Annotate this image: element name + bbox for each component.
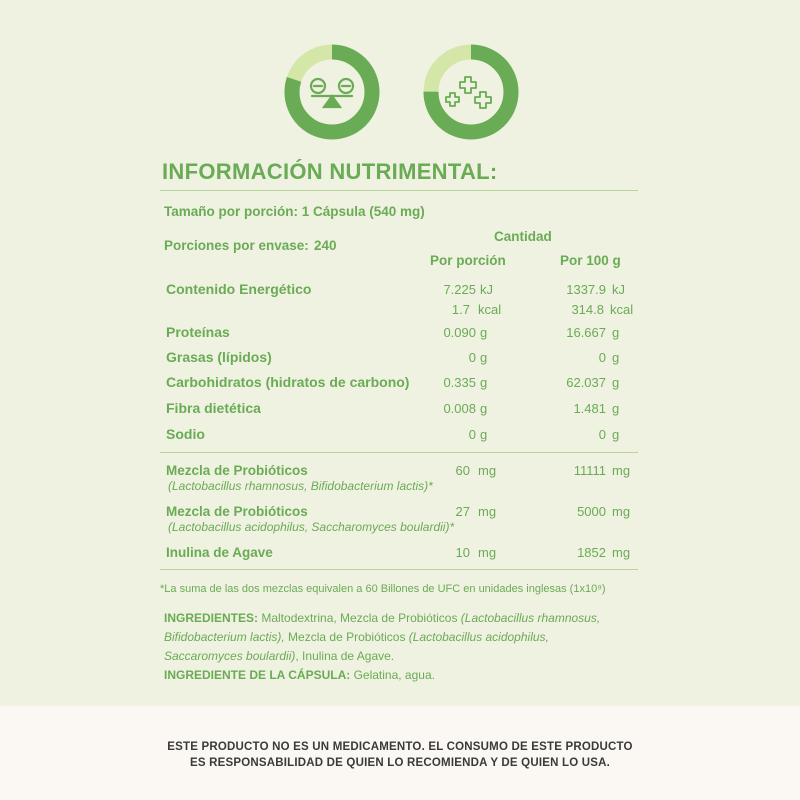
value-per-serving: 7.225: [443, 282, 476, 297]
value-per-100g: 5000: [577, 504, 606, 519]
value-per-serving: 0.008: [443, 401, 476, 416]
unit-per-100g: mg: [612, 504, 631, 519]
value-per-100g: 0: [598, 350, 606, 365]
nutrient-label: Proteínas: [166, 324, 230, 340]
servings-value: 240: [314, 238, 337, 253]
unit-per-serving: g: [480, 401, 488, 416]
unit-per-100g: g: [612, 375, 620, 390]
capsule-ingredients: [164, 666, 435, 685]
unit-per-100g: mg: [612, 463, 631, 478]
footnote-divider: [160, 569, 638, 570]
ingredients-line-1: [164, 609, 600, 628]
unit-per-serving: g: [480, 375, 488, 390]
probiotic-strains: (Lactobacillus acidophilus, Saccharomyces boulardii)*: [168, 520, 455, 534]
value-per-serving: 0: [468, 350, 476, 365]
unit-per-100g: kJ: [612, 282, 625, 297]
probiotic-label: Inulina de Agave: [166, 545, 273, 560]
capsule-ingredients-text: Gelatina, agua.: [350, 668, 435, 682]
ingredients-strains: Saccaromyces boulardii): [164, 649, 296, 663]
value-per-100g: 11111: [573, 463, 606, 478]
disclaimer: [0, 739, 800, 771]
unit-per-serving: mg: [478, 504, 497, 519]
ingredients-line-2: [164, 628, 549, 647]
col-header-per-100g: Por 100 g: [560, 253, 621, 268]
ingredients-text: Maltodextrina, Mezcla de Probióticos: [258, 611, 461, 625]
value-per-serving: 60: [455, 463, 470, 478]
value-per-100g: 1337.9: [566, 282, 606, 297]
unit-per-serving: g: [480, 325, 488, 340]
servings-label: Porciones por envase:: [164, 238, 309, 253]
probiotic-label: Mezcla de Probióticos: [166, 463, 308, 478]
nutrient-label: Grasas (lípidos): [166, 349, 272, 365]
unit-per-100g: kcal: [610, 302, 634, 317]
ingredients-strains: (Lactobacillus rhamnosus,: [460, 611, 601, 625]
value-per-serving: 1.7: [451, 302, 470, 317]
capsule-ingredients-label: INGREDIENTE DE LA CÁPSULA:: [164, 668, 351, 682]
ingredients-line-3: [164, 647, 394, 666]
ingredients-text: , Inulina de Agave.: [295, 649, 395, 663]
footnote: *La suma de las dos mezclas equivalen a 60 Billones de UFC en unidades inglesas (1x10⁹): [160, 583, 606, 595]
page-title: INFORMACIÓN NUTRIMENTAL:: [162, 159, 498, 184]
balance-scale-icon: [284, 44, 380, 140]
value-per-100g: 314.8: [571, 302, 604, 317]
unit-per-100g: g: [612, 350, 620, 365]
value-per-serving: 0: [468, 427, 476, 442]
nutrient-label: Sodio: [166, 426, 205, 442]
nutrient-label: Carbohidratos (hidratos de carbono): [166, 374, 410, 390]
nutrient-label: Fibra dietética: [166, 400, 261, 416]
probiotic-label: Mezcla de Probióticos: [166, 504, 308, 519]
unit-per-100g: g: [612, 325, 620, 340]
ingredients-strains: (Lactobacillus acidophilus,: [408, 630, 549, 644]
value-per-100g: 1852: [577, 545, 606, 560]
unit-per-100g: g: [612, 401, 620, 416]
serving-size: Tamaño por porción: 1 Cápsula (540 mg): [164, 204, 425, 219]
value-per-100g: 1.481: [573, 401, 606, 416]
unit-per-100g: g: [612, 427, 620, 442]
ingredients-text: Mezcla de Probióticos: [284, 630, 409, 644]
health-crosses-icon: [423, 44, 519, 140]
unit-per-serving: kJ: [480, 282, 493, 297]
nutrient-label: Contenido Energético: [166, 281, 312, 297]
value-per-100g: 0: [598, 427, 606, 442]
value-per-100g: 62.037: [566, 375, 606, 390]
ingredients-strains: Bifidobacterium lactis),: [164, 630, 285, 644]
ingredients-label: INGREDIENTES:: [164, 611, 259, 625]
col-header-per-serving: Por porción: [430, 253, 506, 268]
value-per-serving: 10: [455, 545, 470, 560]
disclaimer-line-2: ES RESPONSABILIDAD DE QUIEN LO RECOMIENDA Y DE QUIEN LO USA.: [189, 757, 611, 769]
title-divider: [160, 190, 638, 191]
value-per-serving: 0.090: [443, 325, 476, 340]
value-per-serving: 27: [455, 504, 470, 519]
unit-per-serving: g: [480, 350, 488, 365]
value-per-serving: 0.335: [443, 375, 476, 390]
disclaimer-line-1: ESTE PRODUCTO NO ES UN MEDICAMENTO. EL CONSUMO DE ESTE PRODUCTO: [167, 741, 633, 753]
unit-per-serving: kcal: [478, 302, 502, 317]
unit-per-serving: mg: [478, 545, 497, 560]
unit-per-serving: mg: [478, 463, 497, 478]
unit-per-100g: mg: [612, 545, 631, 560]
probiotic-strains: (Lactobacillus rhamnosus, Bifidobacterium lactis)*: [168, 479, 433, 493]
amount-header: Cantidad: [494, 229, 552, 244]
value-per-100g: 16.667: [566, 325, 606, 340]
unit-per-serving: g: [480, 427, 488, 442]
table-divider: [160, 452, 638, 453]
